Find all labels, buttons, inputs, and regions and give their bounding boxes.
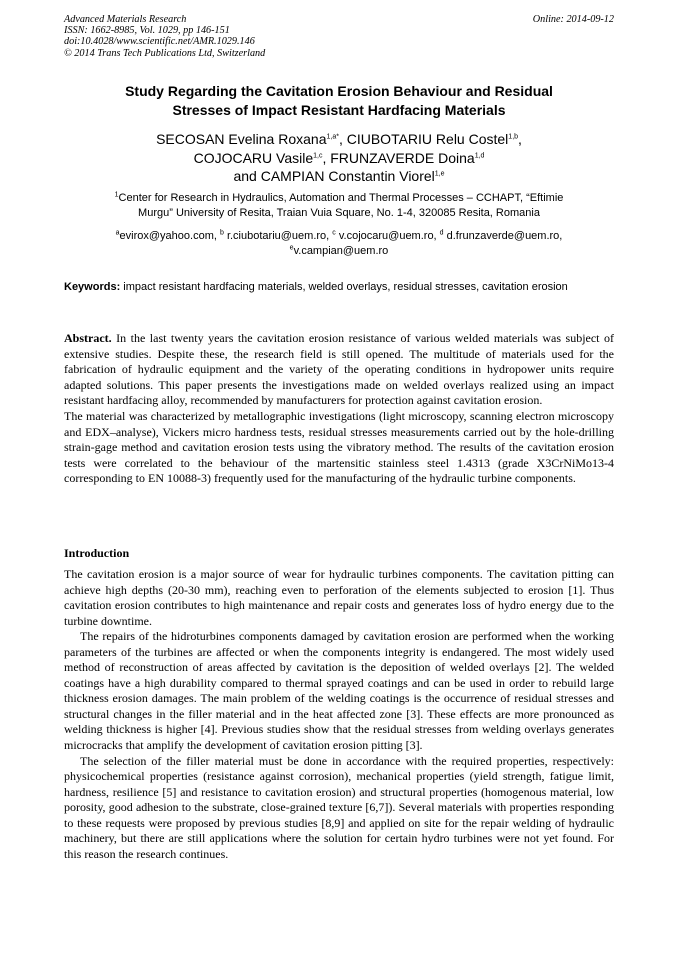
author-sep: , (518, 131, 522, 147)
author-1: SECOSAN Evelina Roxana (156, 131, 327, 147)
email-a[interactable]: evirox@yahoo.com, (119, 230, 220, 242)
affiliation-line-2: Murgu” University of Resita, Traian Vuia Square, No. 1-4, 320085 Resita, Romania (138, 207, 540, 219)
abstract-text-1: In the last twenty years the cavitation erosion resistance of various welded materials was subject of extensive studies. Despite these, the research field is still opened. The multitude of materials used for the fabrication of hydraulic equipment and the variety of the operating conditions in hydropower units require adapted solutions. This paper presents the investigations made on welded overlays realized using an impact resistant hardfacing alloy, recommended by manufacturers for protection against cavitation erosion. (64, 331, 614, 408)
keywords (64, 280, 614, 295)
journal-header (64, 14, 265, 59)
email-line-2 (60, 244, 618, 259)
author-line-2 (30, 149, 648, 168)
email-b-sup: b (219, 229, 224, 237)
author-4-sup: 1,d (474, 151, 485, 159)
introduction-paragraph-1: The cavitation erosion is a major source of wear for hydraulic turbines components. The cavitation pitting can achieve high depths (20-30 mm), reaching even to perforation of the elements subjected to erosion [1]. Thus cavitation erosion contributes to high maintenance and repair costs and generates loss of hydro energy due to the turbine downtime. (64, 567, 614, 628)
journal-copyright: © 2014 Trans Tech Publications Ltd, Switzerland (64, 47, 266, 59)
introduction-heading: Introduction (64, 546, 130, 560)
author-3: COJOCARU Vasile (193, 149, 314, 166)
introduction-body (64, 567, 614, 862)
journal-name: Advanced Materials Research (64, 14, 187, 25)
email-a-sup: a (115, 229, 120, 237)
introduction-paragraph-2: The repairs of the hidroturbines components damaged by cavitation erosion are performed when the working parameters of the turbines are affected or when the components integrity is endangered. The most widely used method of reconstruction of areas affected by cavitation is the deposition of welded overlays [2]. The welded coatings have a high durability compared to thermal sprayed coatings and can be used in order to rebuild large thickness erosion damages. The main problem of the welding coatings is the occurrence of residual stresses and structural changes in the filler material and in the heat affected zone [3]. These effects are more pronounced as welding thickness is higher [4]. Previous studies show that the residual stresses from welding overlays generates microcracks that amplify the development of cavitation erosion pitting [3]. (64, 629, 614, 753)
journal-issn: ISSN: 1662-8985, Vol. 1029, pp 146-151 (64, 25, 230, 37)
keywords-label: Keywords: (64, 281, 121, 293)
author-and: and (233, 168, 261, 184)
author-sep: , (338, 131, 347, 147)
introduction-paragraph-3: The selection of the filler material must be done in accordance with the required properties, respectively: physicochemical properties (resistance against corrosion), mechanical properties (yield strength, fatigue limit, hardness, resilience [5] and resistance to cavitation erosion) and structural properties (homogenous material, low porosity, good adhesion to the substrate, close-grained texture [6,7]). Several materials with properties responding to these requests were proposed by previous studies [8,9] and applied on site for the repair welding of hydraulic machinery, but there are still applications where the solution for certain hydro turbines were not yet found. For this reason the research continues. (64, 753, 614, 861)
email-c[interactable]: v.cojocaru@uem.ro, (335, 230, 440, 242)
author-line-3 (30, 167, 648, 186)
online-date-text: Online: 2014-09-12 (532, 14, 614, 25)
email-e-sup: e (289, 244, 294, 252)
keywords-text: impact resistant hardfacing materials, welded overlays, residual stresses, cavitation erosion (120, 281, 568, 293)
paper-title-line-1: Study Regarding the Cavitation Erosion Behaviour and Residual (125, 83, 553, 99)
author-2: CIUBOTARIU Relu Costel (346, 131, 509, 147)
abstract-paragraph-2: The material was characterized by metallographic investigations (light microscopy, scanning electron microscopy and EDX–analyse), Vickers micro hardness tests, residual stresses measurements carried out by the hole-drilling strain-gage method and cavitation erosion tests using the vibratory method. The results of the cavitation erosion tests were correlated to the behaviour of the martensitic stainless steel 1.4313 (grade X3CrNiMo13-4 corresponding to EN 10088-3) frequently used for the manufacturing of the hydraulic turbine components. (64, 408, 614, 486)
author-5-sup: 1,e (434, 170, 445, 178)
author-list (30, 130, 648, 186)
email-d[interactable]: d.frunzaverde@uem.ro, (443, 230, 563, 242)
affiliation-line-1 (60, 191, 618, 206)
author-4: FRUNZAVERDE Doina (330, 149, 475, 166)
author-line-1 (30, 130, 648, 149)
author-2-sup: 1,b (508, 133, 519, 141)
email-e[interactable]: v.campian@uem.ro (293, 245, 389, 257)
paper-title-line-2: Stresses of Impact Resistant Hardfacing Materials (172, 102, 506, 118)
author-1-sup: 1,a* (326, 133, 339, 141)
affiliation-text-1: Center for Research in Hydraulics, Automation and Thermal Processes – CCHAPT, “Eftimie (118, 192, 564, 204)
affiliation-sup: 1 (114, 191, 119, 199)
author-5: CAMPIAN Constantin Viorel (260, 168, 435, 184)
abstract (64, 331, 614, 487)
author-sep: , (322, 149, 331, 166)
email-d-sup: d (439, 229, 444, 237)
affiliation (60, 191, 618, 221)
abstract-paragraph-1 (64, 331, 614, 409)
email-b[interactable]: r.ciubotariu@uem.ro, (223, 230, 333, 242)
journal-doi[interactable]: doi:10.4028/www.scientific.net/AMR.1029.146 (64, 36, 255, 48)
author-3-sup: 1,c (313, 151, 323, 159)
email-c-sup: c (332, 229, 336, 237)
paper-title (40, 82, 638, 120)
email-line-1 (60, 229, 618, 244)
online-date (533, 14, 614, 25)
email-list (60, 229, 618, 259)
abstract-label: Abstract. (64, 331, 112, 345)
